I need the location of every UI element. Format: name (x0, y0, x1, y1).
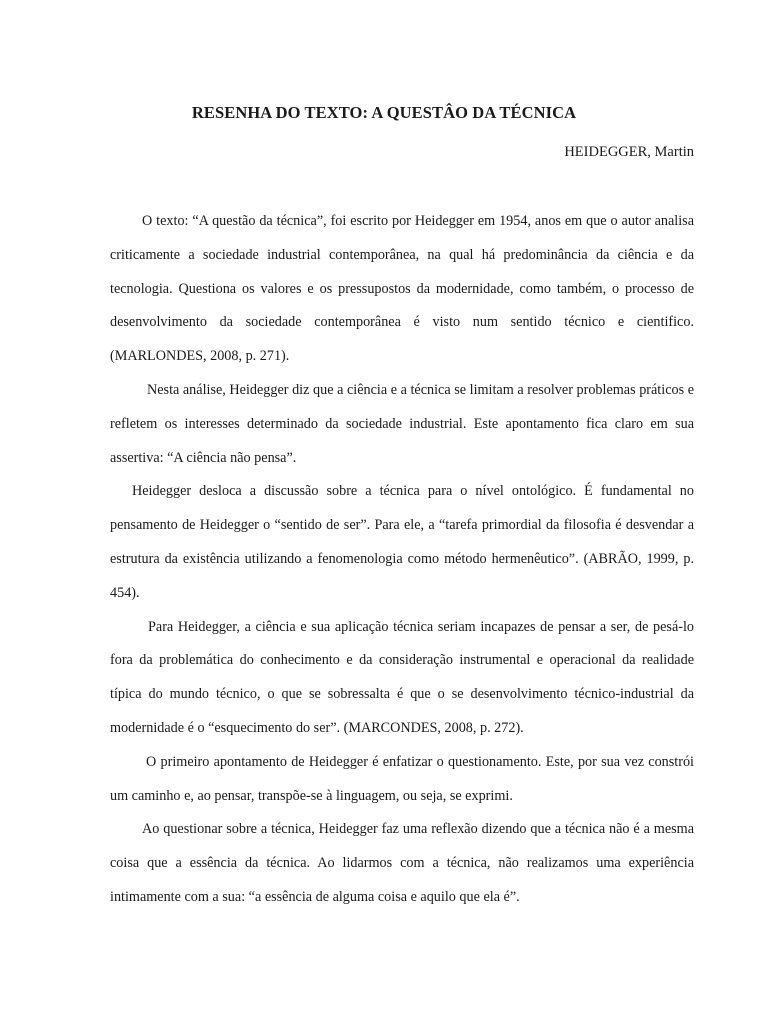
paragraph-3: Heidegger desloca a discussão sobre a técnica para o nível ontológico. É fundamental no pensamento de Heidegger o “sentido de ser”. Para ele, a “tarefa primordial da filosofia é desvendar a estrutura da existência utilizando a fenomenologia como método hermenêutico”. (ABRÃO, 1999, p. 454). (110, 483, 694, 601)
paragraph-1: O texto: “A questão da técnica”, foi escrito por Heidegger em 1954, anos em que o autor analisa criticamente a sociedade industrial contemporânea, na qual há predominância da ciência e da tecnologia. Questiona os valores e os pressupostos da modernidade, como também, o processo de desenvolvimento da sociedade contemporânea é visto num sentido técnico e cientifico. (MARLONDES, 2008, p. 271). (110, 213, 694, 365)
paragraph-4: Para Heidegger, a ciência e sua aplicação técnica seriam incapazes de pensar a ser, de pesá-lo fora da problemática do conhecimento e da consideração instrumental e operacional da realidade típica do mundo técnico, o que se sobressalta é que o se desenvolvimento técnico-industrial da modernidade é o “esquecimento do ser”. (MARCONDES, 2008, p. 272). (110, 618, 694, 736)
document-body (110, 205, 694, 915)
author-name: HEIDEGGER, Martin (564, 144, 694, 160)
paragraph-6: Ao questionar sobre a técnica, Heidegger faz uma reflexão dizendo que a técnica não é a mesma coisa que a essência da técnica. Ao lidarmos com a técnica, não realizamos uma experiência intimamente com a sua: “a essência de alguma coisa e aquilo que ela é”. (110, 821, 694, 905)
paragraph-5: O primeiro apontamento de Heidegger é enfatizar o questionamento. Este, por sua vez constrói um caminho e, ao pensar, transpõe-se à linguagem, ou seja, se exprimi. (110, 753, 694, 804)
document-title: RESENHA DO TEXTO: A QUESTÂO DA TÉCNICA (191, 103, 577, 122)
paragraph-2: Nesta análise, Heidegger diz que a ciência e a técnica se limitam a resolver problemas práticos e refletem os interesses determinado da sociedade industrial. Este apontamento fica claro em sua assertiva: “A ciência não pensa”. (110, 381, 694, 466)
